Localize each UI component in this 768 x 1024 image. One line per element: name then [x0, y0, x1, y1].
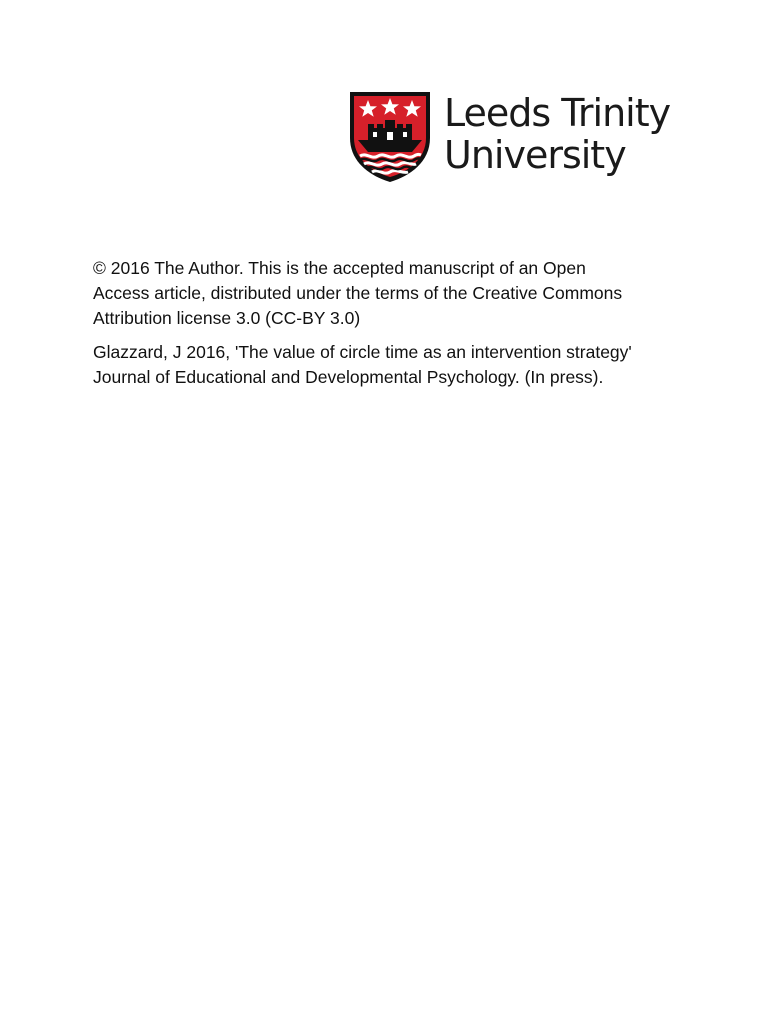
university-wordmark	[444, 88, 671, 177]
copyright-notice	[93, 256, 693, 331]
notice-line: Access article, distributed under the terms of the Creative Commons	[93, 283, 623, 303]
notice-line: © 2016 The Author. This is the accepted manuscript of an Open	[93, 258, 586, 278]
notice-line: Attribution license 3.0 (CC-BY 3.0)	[93, 308, 361, 328]
shield-crest-icon	[346, 88, 434, 184]
citation-line: Glazzard, J 2016, 'The value of circle time as an intervention strategy'	[93, 342, 632, 362]
wordmark-line-1: Leeds Trinity	[444, 91, 671, 135]
wordmark-line-2: University	[444, 133, 626, 177]
university-logo	[346, 88, 680, 184]
citation	[93, 340, 693, 390]
document-body	[93, 256, 693, 390]
citation-line: Journal of Educational and Developmental Psychology. (In press).	[93, 367, 604, 387]
